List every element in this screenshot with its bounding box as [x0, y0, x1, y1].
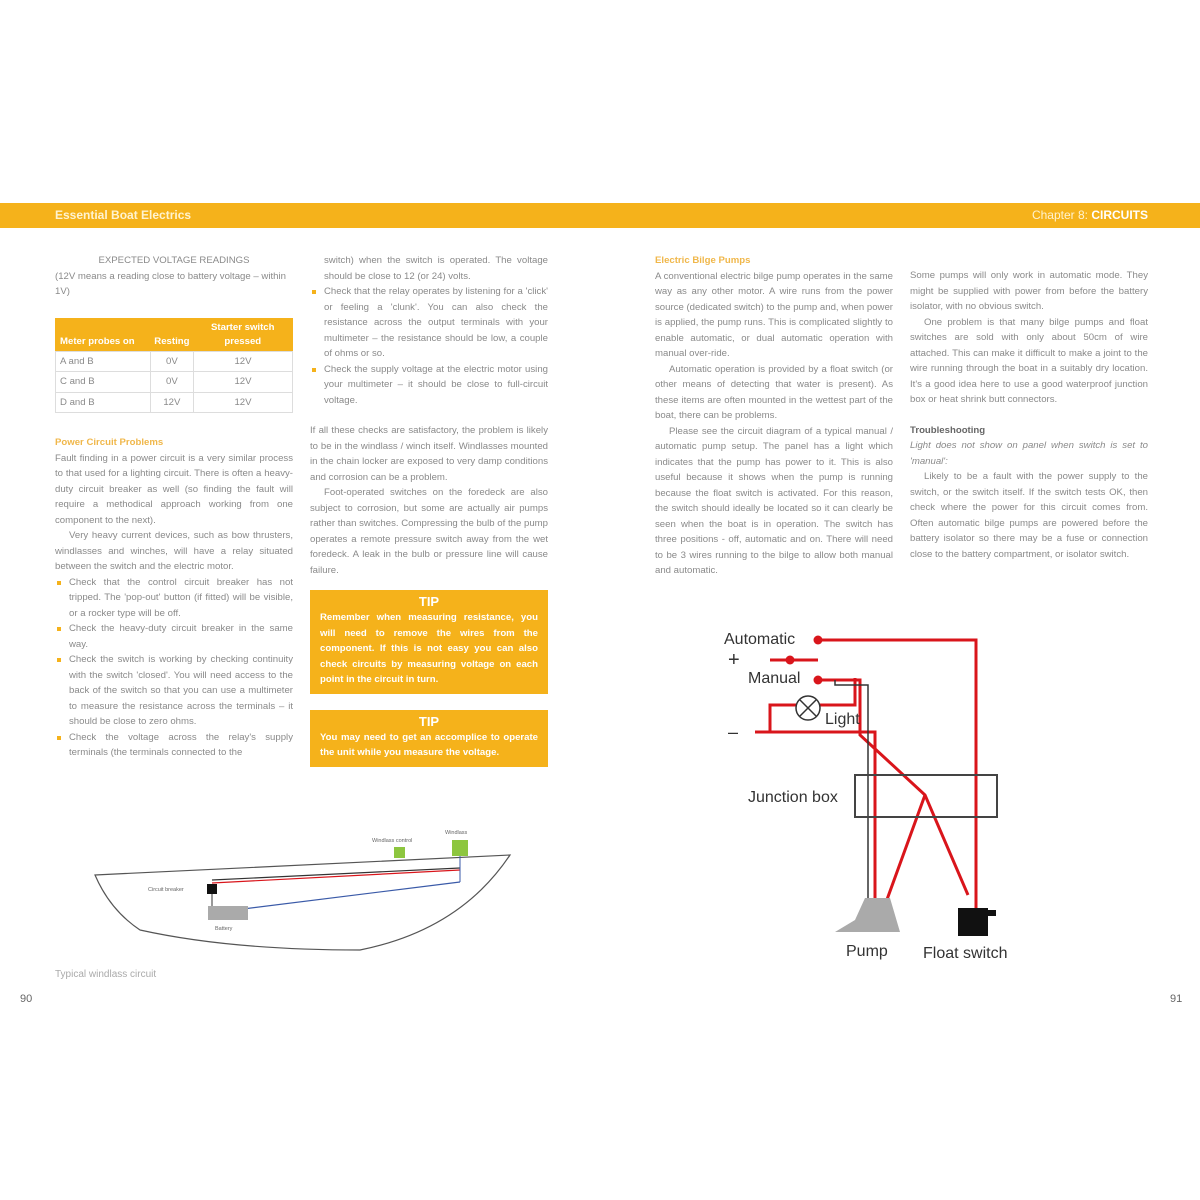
label: Windlass: [445, 830, 468, 836]
table-header: Resting: [150, 318, 193, 351]
question: Light does not show on panel when switch is set to 'manual':: [910, 440, 1148, 467]
label-automatic: Automatic: [724, 631, 796, 648]
table-row: [56, 351, 293, 372]
cell: 12V: [150, 392, 193, 413]
cell: 12V: [193, 372, 292, 393]
section-heading: Troubleshooting: [910, 424, 986, 436]
list-item: Check the supply voltage at the electric motor using your multimeter – it should be close to full-circuit voltage.: [310, 362, 548, 409]
tip-text: You may need to get an accomplice to operate the unit while you measure the voltage.: [320, 731, 538, 758]
label-junction-box: Junction box: [748, 789, 838, 806]
paragraph: switch) when the switch is operated. The voltage should be close to 12 (or 24) volts.: [324, 255, 548, 282]
cell: 0V: [150, 351, 193, 372]
list-item: Check the switch is working by checking continuity with the switch 'closed'. You will need access to the back of the switch so that you can use a multimeter to measure the resistance across the terminals – it should be close to zero ohms.: [55, 652, 293, 730]
left-column-2: [310, 253, 548, 767]
label-pump: Pump: [846, 943, 888, 960]
label-light: Light: [825, 711, 860, 728]
label: Windlass control: [372, 838, 413, 844]
list-item: Check that the control circuit breaker has not tripped. The 'pop-out' button (if fitted) will be visible, or a rocker type will be off.: [55, 575, 293, 622]
figure-caption: Typical windlass circuit: [55, 969, 157, 980]
terminal-common: [786, 656, 795, 665]
page-number: 90: [20, 993, 33, 1005]
table-header: Meter probes on: [56, 318, 151, 351]
boat-hull: [95, 855, 510, 950]
table-header: Starter switch pressed: [193, 318, 292, 351]
wire: [212, 870, 460, 883]
bullet-list: [55, 575, 293, 761]
section-heading: Power Circuit Problems: [55, 437, 164, 448]
page-number: 91: [1170, 993, 1183, 1005]
cell: 12V: [193, 351, 292, 372]
paragraph: Likely to be a fault with the power supply to the switch, or the switch itself. If the switch tests OK, then check where the power for this circuit comes from. Often automatic bilge pumps are powered before the battery isolator so there may be a fuse or connection close to the battery compartment, or isolator switch.: [910, 471, 1148, 560]
label-minus: –: [728, 722, 739, 742]
label: Battery: [215, 926, 233, 932]
paragraph: Automatic operation is provided by a float switch (or other means of detecting that water is present). As these items are often mounted in the wettest part of the boat, there can be problems.: [655, 363, 893, 421]
circuit-breaker: [207, 884, 217, 894]
cell: 12V: [193, 392, 292, 413]
paragraph: Some pumps will only work in automatic mode. They might be supplied with power from before the battery isolator, with no obvious switch.: [910, 270, 1148, 312]
wire: [212, 868, 460, 880]
tip-title: TIP: [418, 713, 440, 729]
bullet-list: [310, 284, 548, 408]
paragraph: Fault finding in a power circuit is a very similar process to that used for a lighting circuit. There is often a heavy-duty circuit breaker as well (so finding the fault will require a methodical approach working from one component to the next).: [55, 452, 293, 526]
section-heading: Electric Bilge Pumps: [655, 255, 751, 266]
tip-title: TIP: [418, 594, 440, 609]
battery: [208, 906, 248, 920]
voltage-table: [55, 318, 293, 414]
terminal-manual: [814, 676, 823, 685]
chapter-title: Chapter 8: CIRCUITS: [1031, 208, 1148, 222]
cell: A and B: [56, 351, 151, 372]
header-band: [0, 203, 1200, 228]
table-row: [56, 372, 293, 393]
tip-text: Remember when measuring resistance, you will need to remove the wires from the component. If this is not easy you can also check circuits by measuring voltage on each point in the circuit in turn.: [320, 612, 538, 685]
paragraph: A conventional electric bilge pump operates in the same way as any other motor. A wire runs from the power source (dedicated switch) to the pump and, when power is applied, the pump runs. This is complicated slightly to enable automatic, or dual automatic operation with manual over-ride.: [655, 270, 893, 359]
pump: [835, 898, 900, 932]
paragraph: Foot-operated switches on the foredeck are also subject to corrosion, but some are actually air pumps rather than switches. Compressing the bulb of the pump operates a remote pressure switch away from the wet foredeck. A leak in the bulb or pressure line will cause failure.: [310, 487, 548, 576]
float-switch-tab: [988, 910, 996, 916]
paragraph: One problem is that many bilge pumps and float switches are sold with only about 50cm of wire attached. This can make it difficult to make a joint to the wire running through the boat in a suitably dry location. It's a good idea here to use a good waterproof junction box or heat shrink butt connectors.: [910, 316, 1148, 405]
label-plus: +: [728, 649, 740, 671]
right-column-2: [910, 268, 1148, 562]
tip-box: [310, 590, 548, 694]
right-column-1: [655, 253, 893, 579]
paragraph: Very heavy current devices, such as bow thrusters, windlasses and winches, will have a relay situated between the switch and the electric motor.: [55, 530, 293, 572]
cell: 0V: [150, 372, 193, 393]
list-item: Check that the relay operates by listening for a 'click' or feeling a 'clunk'. You can also check the resistance across the output terminals with your multimeter – the resistance should be low, a couple of ohms or so.: [310, 284, 548, 362]
windlass-control: [394, 847, 405, 858]
left-column-1: [55, 253, 293, 761]
cell: D and B: [56, 392, 151, 413]
light-icon: [796, 696, 820, 720]
terminal-automatic: [814, 636, 823, 645]
tip-box: [310, 710, 548, 767]
cell: C and B: [56, 372, 151, 393]
paragraph: Please see the circuit diagram of a typical manual / automatic pump setup. The panel has a light which indicates that the pump has power to it. This is also useful because it shows when the pump is running because the float switch is activated. For this reason, the switch should ideally be located so it can clearly be seen when the boat is in operation. The switch has three positions - off, automatic and on. There will need to be 3 wires running to the bilge to allow both manual and automatic.: [655, 425, 893, 576]
table-title: EXPECTED VOLTAGE READINGS: [98, 255, 250, 266]
list-item: Check the heavy-duty circuit breaker in the same way.: [55, 621, 293, 652]
float-switch: [958, 908, 988, 936]
wire: [235, 882, 460, 910]
label: Circuit breaker: [148, 887, 184, 893]
table-row: [56, 392, 293, 413]
label-float-switch: Float switch: [923, 945, 1008, 962]
list-item: Check the voltage across the relay's supply terminals (the terminals connected to the: [55, 730, 293, 761]
label-manual: Manual: [748, 670, 801, 687]
book-title: Essential Boat Electrics: [55, 208, 192, 222]
windlass: [452, 840, 468, 856]
paragraph: If all these checks are satisfactory, the problem is likely to be in the windlass / winch itself. Windlasses mounted in the chain locker are exposed to very damp conditions and corrosion can be a problem.: [310, 425, 548, 483]
bilge-circuit-diagram: [700, 620, 1040, 970]
windlass-diagram: [80, 820, 530, 960]
table-note: (12V means a reading close to battery voltage – within 1V): [55, 270, 286, 297]
